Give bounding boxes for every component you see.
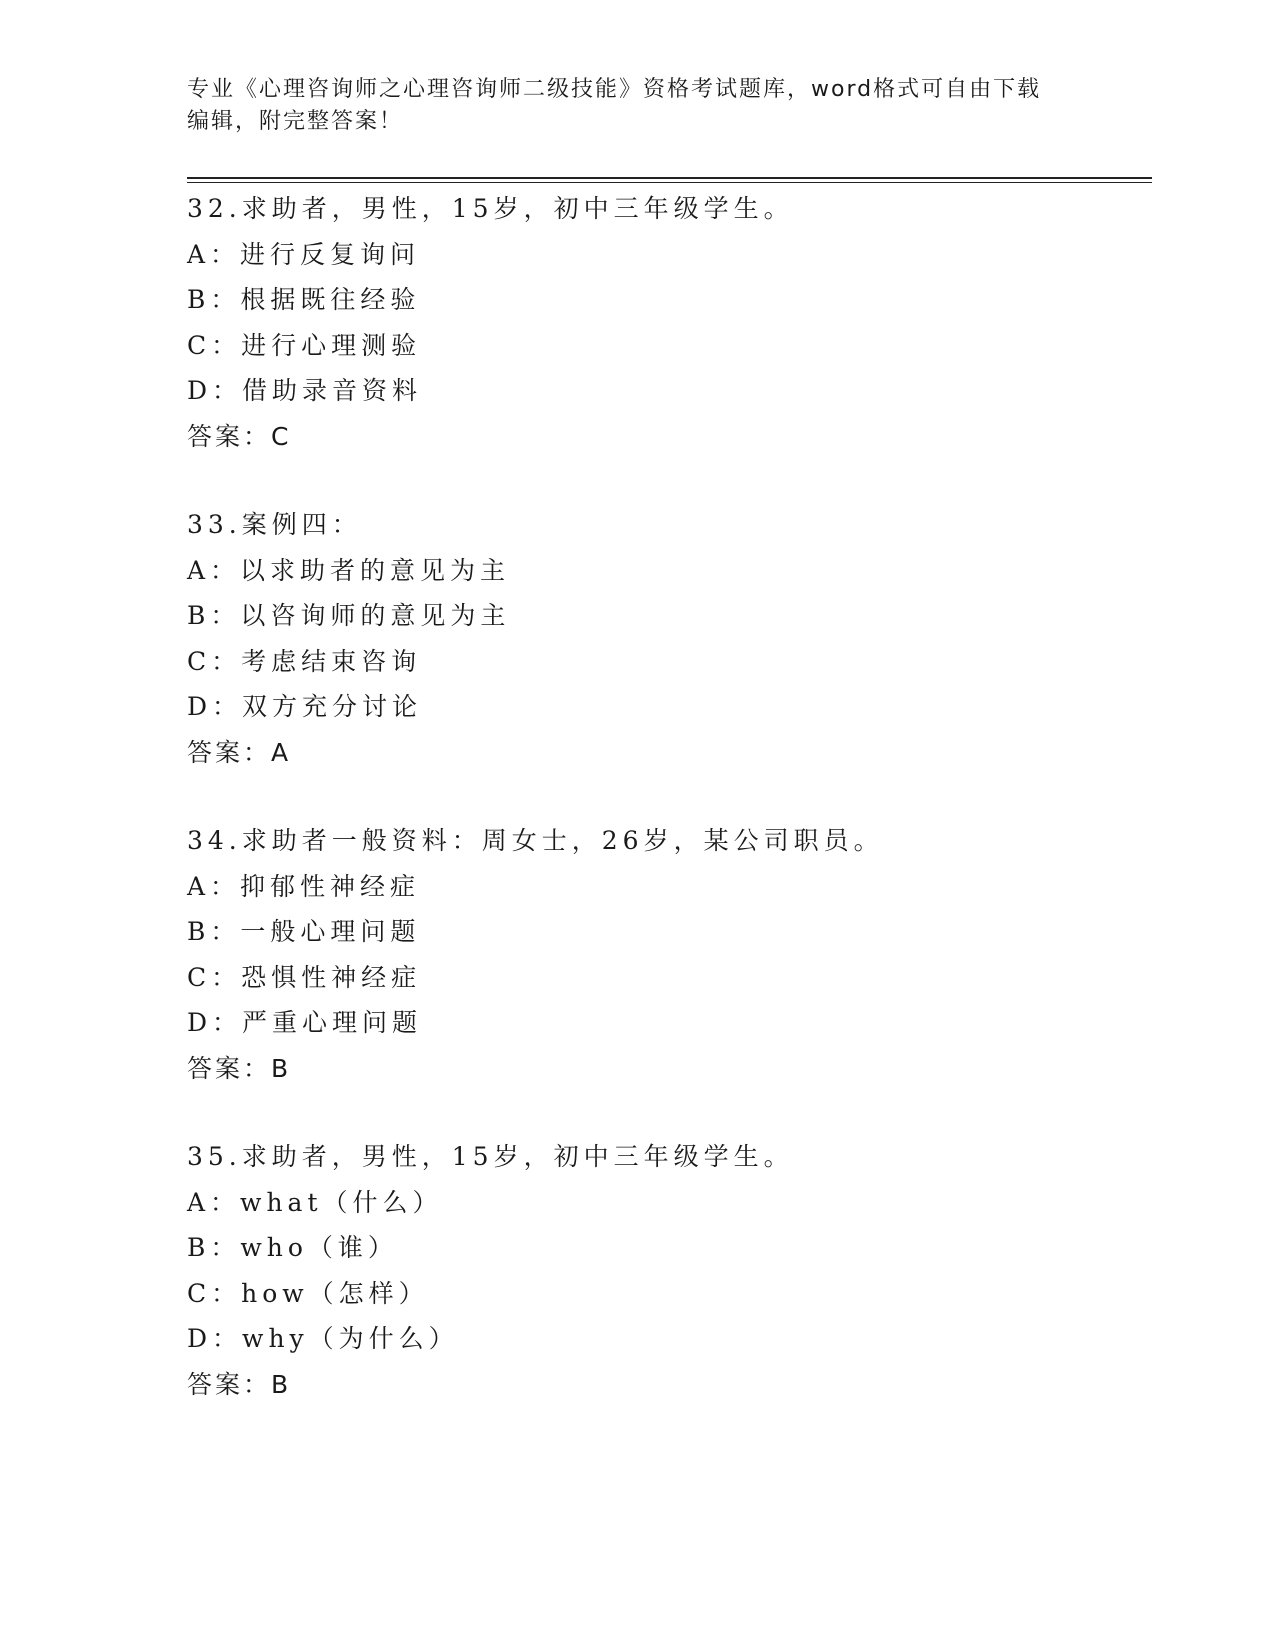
option-d: D：严重心理问题 [187, 1008, 423, 1037]
option-b: B：who（谁） [187, 1233, 398, 1262]
header-divider-bottom [187, 182, 1152, 183]
document-header [187, 74, 1087, 138]
header-line-1: 专业《心理咨询师之心理咨询师二级技能》资格考试题库，word格式可自由下载 [187, 77, 1042, 102]
option-b: B：根据既往经验 [187, 285, 421, 314]
header-line-2: 编辑，附完整答案！ [187, 109, 404, 134]
question-stem: 33.案例四： [187, 510, 362, 539]
question-stem: 34.求助者一般资料：周女士，26岁，某公司职员。 [187, 826, 884, 855]
option-a: A：进行反复询问 [187, 239, 421, 269]
question-35 [187, 1134, 1147, 1407]
question-34 [187, 818, 1147, 1091]
question-stem: 35.求助者，男性，15岁，初中三年级学生。 [187, 1142, 794, 1171]
question-32 [187, 186, 1147, 459]
option-b: B：以咨询师的意见为主 [187, 601, 511, 630]
option-c: C：恐惧性神经症 [187, 962, 422, 992]
option-a: A：以求助者的意见为主 [187, 555, 511, 585]
option-d: D：why（为什么） [187, 1324, 459, 1353]
answer-text: 答案：A [187, 737, 292, 767]
answer-text: 答案：B [187, 1053, 292, 1083]
answer-text: 答案：C [187, 421, 292, 451]
option-a: A：抑郁性神经症 [187, 871, 421, 901]
header-divider-top [187, 177, 1152, 179]
option-c: C：考虑结束咨询 [187, 646, 422, 676]
option-d: D：双方充分讨论 [187, 692, 423, 721]
option-b: B：一般心理问题 [187, 917, 421, 946]
option-d: D：借助录音资料 [187, 376, 423, 405]
question-33 [187, 502, 1147, 775]
option-a: A：what（什么） [187, 1187, 443, 1217]
question-stem: 32.求助者，男性，15岁，初中三年级学生。 [187, 194, 794, 223]
option-c: C：how（怎样） [187, 1278, 429, 1308]
answer-text: 答案：B [187, 1369, 292, 1399]
option-c: C：进行心理测验 [187, 330, 422, 360]
